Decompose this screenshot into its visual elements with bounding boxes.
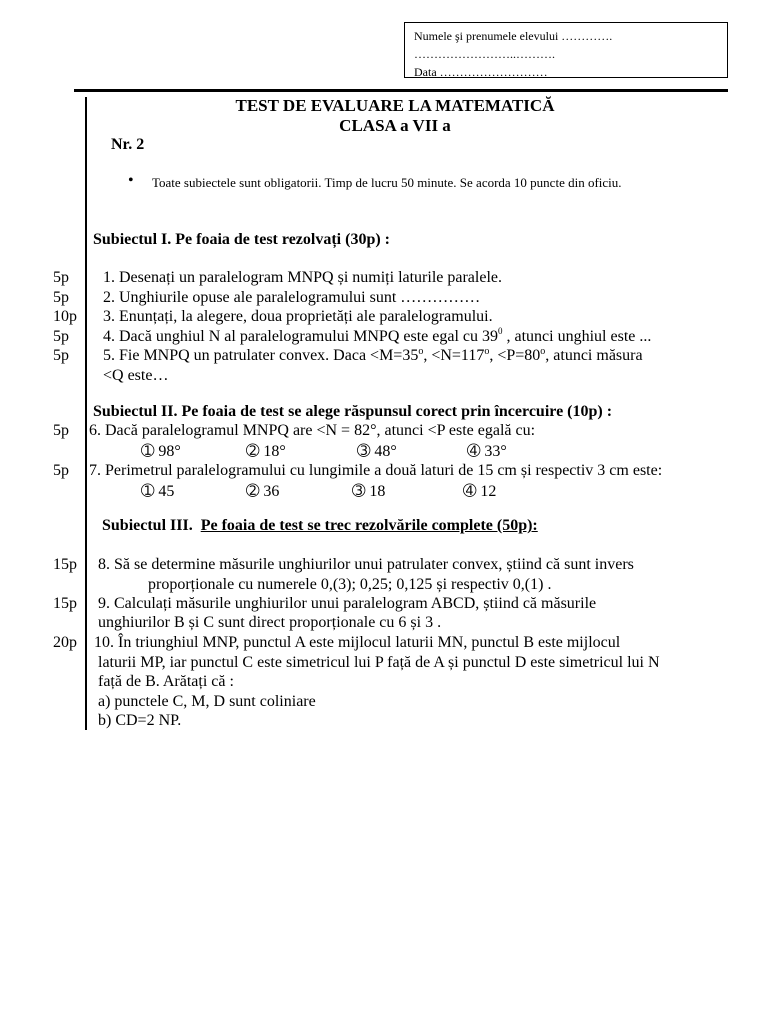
section-3-heading-instructions: Pe foaia de test se trec rezolvările complete (50p): — [200, 517, 538, 534]
item-points: 5p — [53, 462, 69, 479]
item-text-continued: laturii MP, iar punctul C este simetricul lui P față de A și punctul D este simetricul lui N — [98, 654, 660, 671]
bullet: • — [128, 172, 134, 189]
option-b: ➁ 18° — [246, 443, 286, 460]
item-points: 5p — [53, 289, 69, 306]
option-d: ➃ 33° — [467, 443, 507, 460]
item-text-part: , <P=80 — [489, 347, 541, 364]
degree-sup: o — [540, 346, 546, 357]
item-text: 10. În triunghiul MNP, punctul A este mijlocul laturii MN, punctul B este mijlocul — [94, 634, 621, 651]
degree-sup: o — [418, 346, 424, 357]
item-points: 5p — [53, 269, 69, 286]
date-line: Data ……………………… — [414, 65, 548, 79]
option-d: ➃ 12 — [463, 483, 497, 500]
section-3-heading — [102, 517, 538, 535]
item-text-continued: unghiurilor B și C sunt direct proporționale cu 6 și 3 . — [98, 614, 442, 631]
item-text: 9. Calculați măsurile unghiurilor unui paralelogram ABCD, știind că măsurile — [98, 595, 597, 612]
section-1-heading: Subiectul I. Pe foaia de test rezolvați (30p) : — [93, 231, 390, 248]
student-info-box — [404, 22, 728, 78]
option-c: ➂ 48° — [357, 443, 397, 460]
item-points: 5p — [53, 328, 69, 345]
sub-item-b: b) CD=2 NP. — [98, 712, 182, 729]
item-points: 10p — [53, 308, 77, 325]
item-text — [103, 347, 643, 365]
degree-sup: o — [484, 346, 490, 357]
item-text-part: , atunci unghiul este ... — [502, 328, 652, 345]
margin-rule — [85, 97, 87, 730]
item-text-part: 5. Fie MNPQ un patrulater convex. Daca <M=35 — [103, 347, 419, 364]
item-text-continued: față de B. Arătați că : — [98, 673, 234, 690]
option-a: ➀ 98° — [141, 443, 181, 460]
test-number: Nr. 2 — [111, 136, 145, 153]
sub-item-a: a) punctele C, M, D sunt coliniare — [98, 693, 316, 710]
item-text: 1. Desenați un paralelogram MNPQ și numiți laturile paralele. — [103, 269, 502, 286]
item-text — [103, 328, 651, 346]
item-points: 15p — [53, 556, 77, 573]
item-text-continued: <Q este… — [103, 367, 169, 384]
page-title: TEST DE EVALUARE LA MATEMATICĂ — [235, 96, 555, 115]
item-text-continued: proporționale cu numerele 0,(3); 0,25; 0,125 și respectiv 0,(1) . — [148, 576, 552, 593]
item-points: 15p — [53, 595, 77, 612]
item-text: 3. Enunțați, la alegere, doua proprietăți ale paralelogramului. — [103, 308, 493, 325]
header-divider — [74, 89, 728, 92]
student-name-line-continued: ……………………..………. — [414, 47, 555, 61]
item-text-part: , atunci măsura — [545, 347, 643, 364]
section-2-heading: Subiectul II. Pe foaia de test se alege răspunsul corect prin încercuire (10p) : — [93, 403, 613, 420]
item-points: 20p — [53, 634, 77, 651]
item-text: 8. Să se determine măsurile unghiurilor unui patrulater convex, știind că sunt invers — [98, 556, 634, 573]
item-points: 5p — [53, 422, 69, 439]
instructions-text: Toate subiectele sunt obligatorii. Timp de lucru 50 minute. Se acorda 10 puncte din oficiu. — [152, 175, 622, 190]
item-points: 5p — [53, 347, 69, 364]
item-text-part: , <N=117 — [423, 347, 485, 364]
item-text: 2. Unghiurile opuse ale paralelogramului sunt …………… — [103, 289, 481, 306]
degree-sup: 0 — [498, 326, 503, 336]
item-text: 7. Perimetrul paralelogramului cu lungimile a două laturi de 15 cm și respectiv 3 cm este: — [89, 462, 663, 479]
student-name-line: Numele şi prenumele elevului …………. — [414, 29, 613, 43]
option-c: ➂ 18 — [352, 483, 386, 500]
option-a: ➀ 45 — [141, 483, 175, 500]
class-label: CLASA a VII a — [339, 116, 451, 135]
option-b: ➁ 36 — [246, 483, 280, 500]
section-3-heading-label: Subiectul III. — [102, 517, 193, 534]
item-text: 6. Dacă paralelogramul MNPQ are <N = 82°, atunci <P este egală cu: — [89, 422, 536, 439]
item-text-part: 4. Dacă unghiul N al paralelogramului MNPQ este egal cu 39 — [103, 328, 498, 345]
